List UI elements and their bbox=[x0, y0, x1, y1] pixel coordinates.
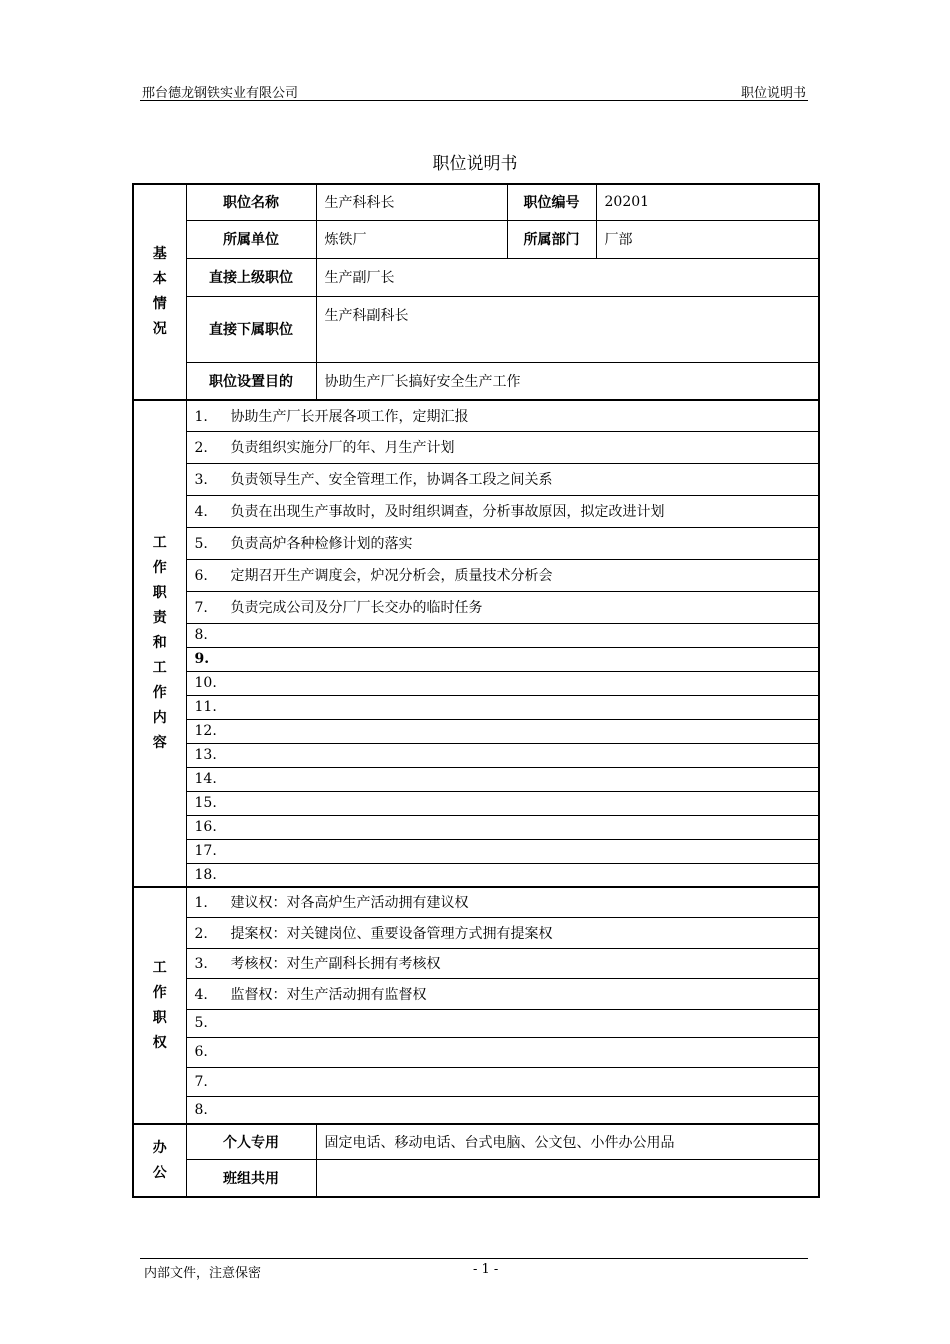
authority-item: 2. 提案权：对关键岗位、重要设备管理方式拥有提案权 bbox=[186, 917, 819, 948]
duty-item: 9. bbox=[186, 647, 819, 671]
superior-value: 生产副厂长 bbox=[316, 258, 819, 296]
row-office-personal bbox=[133, 1124, 819, 1159]
document-title: 职位说明书 bbox=[432, 154, 518, 174]
duty-row bbox=[133, 719, 819, 743]
confidential-note: 内部文件，注意保密 bbox=[144, 1266, 262, 1281]
row-superior bbox=[133, 258, 819, 296]
authority-item: 6. bbox=[186, 1037, 819, 1067]
duty-row bbox=[133, 815, 819, 839]
duty-item: 5. 负责高炉各种检修计划的落实 bbox=[186, 527, 819, 559]
page-number: - 1 - bbox=[473, 1262, 499, 1277]
duty-item: 12. bbox=[186, 719, 819, 743]
section-authority: 工 作 职 权 bbox=[133, 887, 186, 1124]
position-name-value: 生产科科长 bbox=[316, 184, 507, 220]
duty-row bbox=[133, 431, 819, 463]
dept-label: 所属部门 bbox=[507, 220, 596, 258]
authority-row bbox=[133, 887, 819, 917]
duty-item: 15. bbox=[186, 791, 819, 815]
duty-row bbox=[133, 495, 819, 527]
section-duties: 工 作 职 责 和 工 作 内 容 bbox=[133, 400, 186, 887]
authority-row bbox=[133, 1037, 819, 1067]
purpose-value: 协助生产厂长搞好安全生产工作 bbox=[316, 362, 819, 400]
duty-item: 2. 负责组织实施分厂的年、月生产计划 bbox=[186, 431, 819, 463]
duty-item: 6. 定期召开生产调度会，炉况分析会，质量技术分析会 bbox=[186, 559, 819, 591]
personal-use-value: 固定电话、移动电话、台式电脑、公文包、小件办公用品 bbox=[316, 1124, 819, 1159]
page-header bbox=[140, 80, 808, 101]
duty-row bbox=[133, 743, 819, 767]
row-subordinate bbox=[133, 296, 819, 362]
authority-row bbox=[133, 1067, 819, 1096]
subordinate-value: 生产科副科长 bbox=[316, 296, 819, 362]
duty-item: 17. bbox=[186, 839, 819, 863]
authority-row bbox=[133, 1096, 819, 1124]
duty-item: 13. bbox=[186, 743, 819, 767]
duty-row bbox=[133, 839, 819, 863]
duty-item: 1. 协助生产厂长开展各项工作，定期汇报 bbox=[186, 400, 819, 431]
unit-label: 所属单位 bbox=[186, 220, 316, 258]
authority-item: 3. 考核权：对生产副科长拥有考核权 bbox=[186, 948, 819, 978]
duty-row bbox=[133, 671, 819, 695]
purpose-label: 职位设置目的 bbox=[186, 362, 316, 400]
authority-row bbox=[133, 1009, 819, 1037]
authority-row bbox=[133, 948, 819, 978]
duty-item: 8. bbox=[186, 623, 819, 647]
duty-item: 16. bbox=[186, 815, 819, 839]
duty-item: 11. bbox=[186, 695, 819, 719]
duty-item: 10. bbox=[186, 671, 819, 695]
authority-item: 8. bbox=[186, 1096, 819, 1124]
row-position-name bbox=[133, 184, 819, 220]
personal-use-label: 个人专用 bbox=[186, 1124, 316, 1159]
duty-row bbox=[133, 591, 819, 623]
duty-row bbox=[133, 863, 819, 887]
row-office-shared bbox=[133, 1159, 819, 1197]
company-name: 邢台德龙钢铁实业有限公司 bbox=[142, 86, 299, 101]
duty-row bbox=[133, 559, 819, 591]
duty-row bbox=[133, 463, 819, 495]
authority-row bbox=[133, 978, 819, 1009]
job-description-table bbox=[132, 183, 820, 1198]
dept-value: 厂部 bbox=[596, 220, 819, 258]
authority-item: 4. 监督权：对生产活动拥有监督权 bbox=[186, 978, 819, 1009]
duty-row bbox=[133, 527, 819, 559]
duty-row bbox=[133, 791, 819, 815]
subordinate-label: 直接下属职位 bbox=[186, 296, 316, 362]
shared-use-value bbox=[316, 1159, 819, 1197]
section-office: 办 公 bbox=[133, 1124, 186, 1197]
section-basic-info: 基 本 情 况 bbox=[133, 184, 186, 400]
duty-row bbox=[133, 647, 819, 671]
authority-row bbox=[133, 917, 819, 948]
authority-item: 5. bbox=[186, 1009, 819, 1037]
authority-item: 7. bbox=[186, 1067, 819, 1096]
page-footer bbox=[140, 1258, 808, 1283]
row-unit bbox=[133, 220, 819, 258]
position-code-value: 20201 bbox=[596, 184, 819, 220]
duty-item: 14. bbox=[186, 767, 819, 791]
duty-row bbox=[133, 695, 819, 719]
duty-row bbox=[133, 767, 819, 791]
duty-row bbox=[133, 400, 819, 431]
position-name-label: 职位名称 bbox=[186, 184, 316, 220]
duty-item: 4. 负责在出现生产事故时，及时组织调查，分析事故原因，拟定改进计划 bbox=[186, 495, 819, 527]
authority-item: 1. 建议权：对各高炉生产活动拥有建议权 bbox=[186, 887, 819, 917]
shared-use-label: 班组共用 bbox=[186, 1159, 316, 1197]
duty-row bbox=[133, 623, 819, 647]
unit-value: 炼铁厂 bbox=[316, 220, 507, 258]
doc-type: 职位说明书 bbox=[740, 86, 806, 101]
duty-item: 7. 负责完成公司及分厂厂长交办的临时任务 bbox=[186, 591, 819, 623]
duty-item: 18. bbox=[186, 863, 819, 887]
row-purpose bbox=[133, 362, 819, 400]
position-code-label: 职位编号 bbox=[507, 184, 596, 220]
superior-label: 直接上级职位 bbox=[186, 258, 316, 296]
duty-item: 3. 负责领导生产、安全管理工作，协调各工段之间关系 bbox=[186, 463, 819, 495]
